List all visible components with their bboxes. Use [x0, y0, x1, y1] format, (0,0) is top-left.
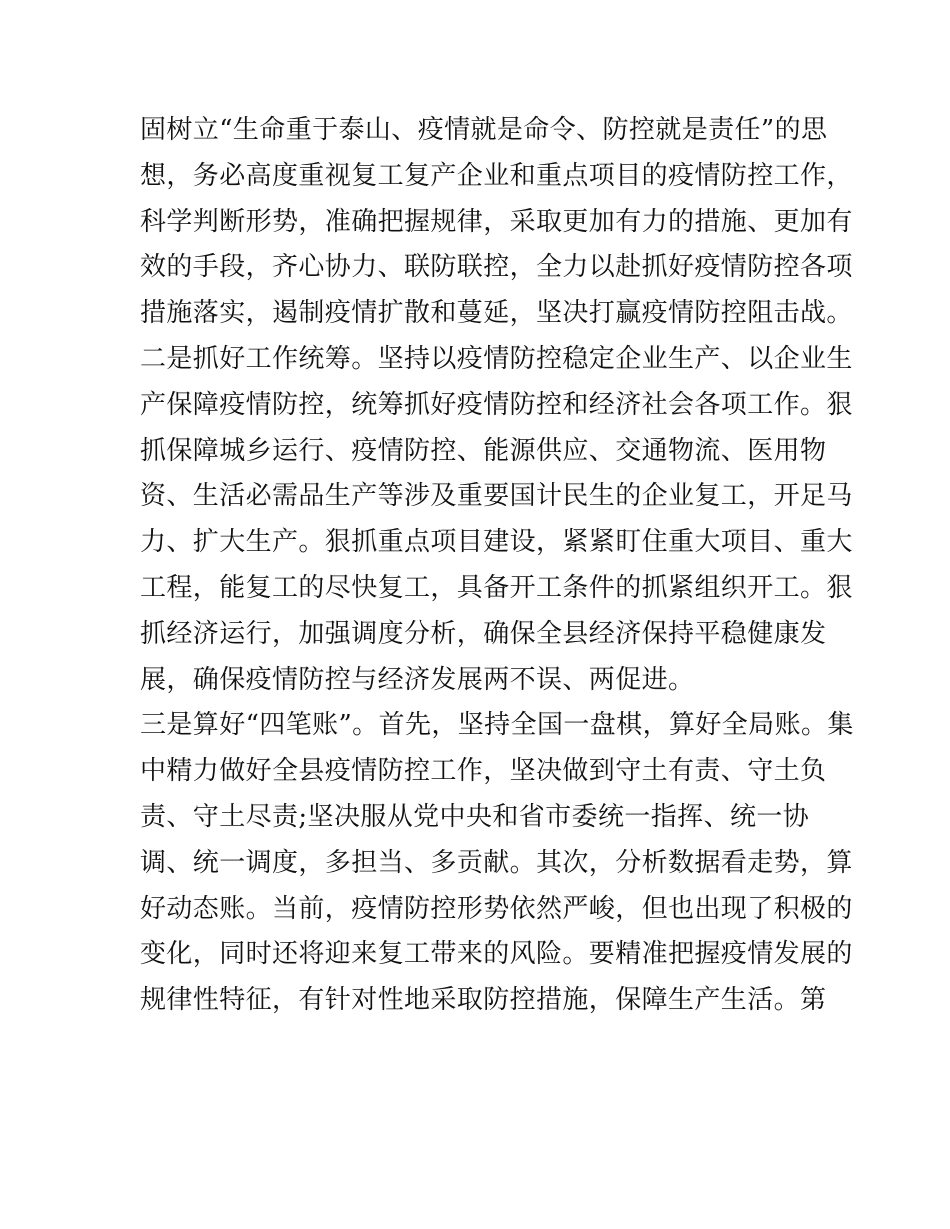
text-line: 二是抓好工作统筹。坚持以疫情防控稳定企业生产、以企业生 [140, 343, 853, 374]
text-line: 抓保障城乡运行、疫情防控、能源供应、交通物流、医用物 [140, 435, 827, 466]
text-line: 调、统一调度，多担当、多贡献。其次，分析数据看走势，算 [140, 847, 853, 878]
body-text [140, 108, 854, 1024]
text-line: 好动态账。当前，疫情防控形势依然严峻，但也出现了积极的 [140, 893, 853, 924]
text-line: 资、生活必需品生产等涉及重要国计民生的企业复工，开足马 [140, 481, 853, 512]
text-line: 效的手段，齐心协力、联防联控，全力以赴抓好疫情防控各项 [140, 252, 853, 283]
text-line: 三是算好“四笔账”。首先，坚持全国一盘棋，算好全局账。集 [140, 710, 854, 741]
text-line: 展，确保疫情防控与经济发展两不误、两促进。 [140, 664, 695, 695]
text-line: 想，务必高度重视复工复产企业和重点项目的疫情防控工作， [140, 160, 853, 191]
text-line: 规律性特征，有针对性地采取防控措施，保障生产生活。第 [140, 985, 827, 1016]
text-line: 固树立“生命重于泰山、疫情就是命令、防控就是责任”的思 [140, 115, 828, 145]
text-line: 责、守土尽责;坚决服从党中央和省市委统一指挥、统一协 [140, 801, 810, 832]
text-line: 力、扩大生产。狠抓重点项目建设，紧紧盯住重大项目、重大 [140, 527, 853, 558]
text-line: 工程，能复工的尽快复工，具备开工条件的抓紧组织开工。狠 [140, 572, 853, 603]
text-line: 抓经济运行，加强调度分析，确保全县经济保持平稳健康发 [140, 618, 827, 649]
text-line: 中精力做好全县疫情防控工作，坚决做到守土有责、守土负 [140, 756, 827, 787]
text-line: 变化，同时还将迎来复工带来的风险。要精准把握疫情发展的 [140, 939, 853, 970]
text-line: 科学判断形势，准确把握规律，采取更加有力的措施、更加有 [140, 206, 853, 237]
text-line: 产保障疫情防控，统筹抓好疫情防控和经济社会各项工作。狠 [140, 389, 853, 420]
text-line: 措施落实，遏制疫情扩散和蔓延，坚决打赢疫情防控阻击战。 [140, 298, 853, 329]
